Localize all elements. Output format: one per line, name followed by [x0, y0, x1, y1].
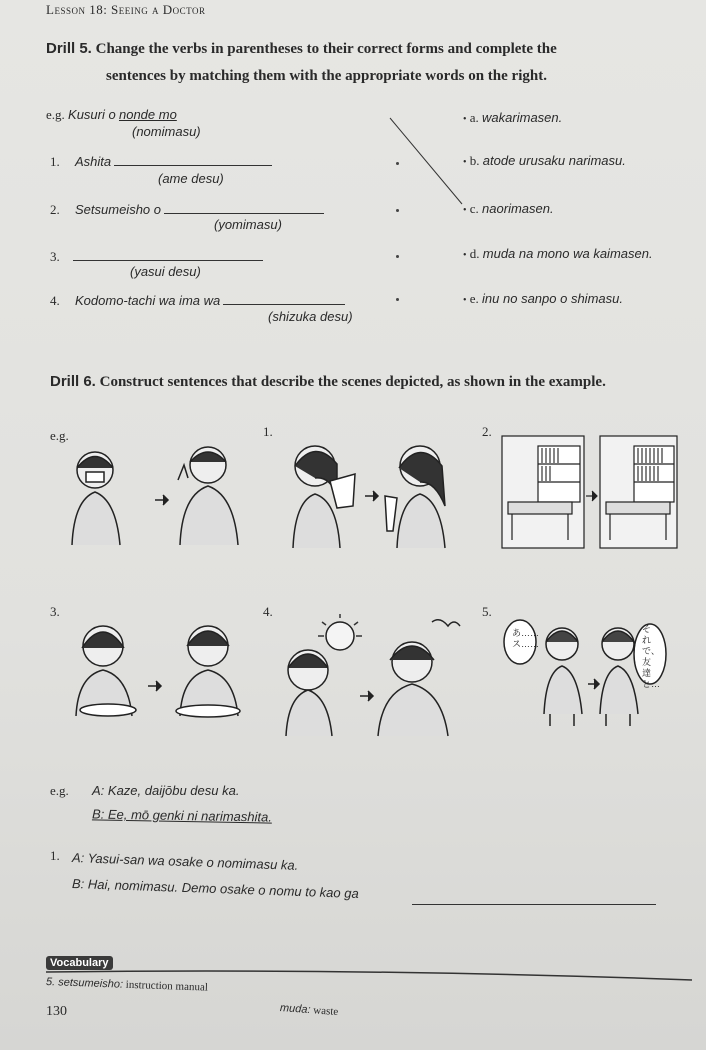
scene-label-eg: e.g.: [50, 428, 69, 443]
item-hint: (ame desu): [158, 171, 224, 186]
example-prefix: e.g.: [46, 107, 65, 122]
option-a[interactable]: • a. wakarimasen.: [463, 110, 563, 125]
scene-eg-illustration: [60, 440, 245, 555]
example-hint: (nomimasu): [132, 124, 201, 139]
scene-label-2: 2.: [482, 424, 492, 439]
drill5-instruction-line2: sentences by matching them with the appropriate words on the right.: [106, 68, 547, 84]
scene-4-illustration: [282, 612, 462, 736]
drill6-item1-a: A: Yasui-san wa osake o nomimasu ka.: [71, 850, 299, 873]
option-letter: b.: [469, 153, 480, 168]
drill6-example-prefix: e.g.: [50, 783, 69, 798]
drill6-example-b: B: Ee, mō genki ni narimashita.: [91, 806, 273, 825]
option-e[interactable]: • e. inu no sanpo o shimasu.: [463, 291, 623, 306]
drill6-item1-blank[interactable]: [412, 904, 656, 905]
option-c[interactable]: • c. naorimasen.: [463, 201, 554, 216]
item-hint: (yasui desu): [130, 264, 201, 279]
scene-label-4: 4.: [263, 604, 273, 619]
scene-label-3: 3.: [50, 604, 60, 619]
vocab-entry-2: muda: waste: [279, 1002, 339, 1019]
drill6-title: [50, 373, 606, 391]
option-text: muda na mono wa kaimasen.: [482, 246, 653, 261]
item-text: Ashita: [75, 154, 112, 169]
option-letter: c.: [469, 201, 479, 216]
item-hint: (yomimasu): [214, 217, 282, 232]
item-number: 3.: [50, 249, 60, 264]
drill6-example-a: A: Kaze, daijōbu desu ka.: [92, 783, 240, 798]
item-number: 4.: [50, 293, 60, 308]
drill5-label: Drill 5.: [46, 40, 92, 57]
option-text: inu no sanpo o shimasu.: [482, 291, 623, 306]
speech-bubble-right-text: それで、友達と…: [642, 624, 661, 689]
item-number: 2.: [50, 202, 60, 217]
option-letter: a.: [469, 110, 479, 125]
scene-2-illustration: [502, 436, 677, 548]
scene-3-illustration: [68, 616, 248, 720]
example-answer: nonde mo: [118, 107, 177, 122]
option-d[interactable]: • d. muda na mono wa kaimasen.: [463, 246, 653, 261]
option-text: wakarimasen.: [482, 110, 563, 125]
drill6-label: Drill 6.: [50, 373, 96, 390]
item-hint: (shizuka desu): [268, 309, 353, 324]
option-text: atode urusaku narimasu.: [482, 153, 626, 168]
example-text: Kusuri o: [68, 107, 116, 122]
speech-bubble-left-text: あ……ス……: [512, 628, 540, 649]
scene-label-1: 1.: [263, 424, 273, 439]
item-text: Kodomo-tachi wa ima wa: [75, 293, 221, 308]
option-letter: d.: [469, 246, 480, 261]
option-b[interactable]: • b. atode urusaku narimasu.: [463, 153, 626, 168]
scene-1-illustration: [285, 436, 460, 556]
vocab-entry-1: 5. setsumeisho: instruction manual: [45, 976, 209, 994]
vocabulary-badge: Vocabulary: [46, 956, 113, 970]
drill6-instruction: Construct sentences that describe the scenes depicted, as shown in the example.: [99, 374, 606, 390]
option-letter: e.: [469, 291, 479, 306]
drill6-item1-b: B: Hai, nomimasu. Demo osake o nomu to kao ga: [71, 876, 359, 902]
lesson-header: Lesson 18: Seeing a Doctor: [46, 2, 206, 17]
page-number: 130: [46, 1004, 67, 1019]
drill5-instruction: Change the verbs in parentheses to their correct forms and complete the: [95, 41, 557, 57]
drill6-item1-num: 1.: [50, 848, 60, 863]
item-number: 1.: [50, 154, 60, 169]
scene-label-5: 5.: [482, 604, 492, 619]
option-text: naorimasen.: [482, 201, 554, 216]
item-text: Setsumeisho o: [75, 202, 161, 217]
